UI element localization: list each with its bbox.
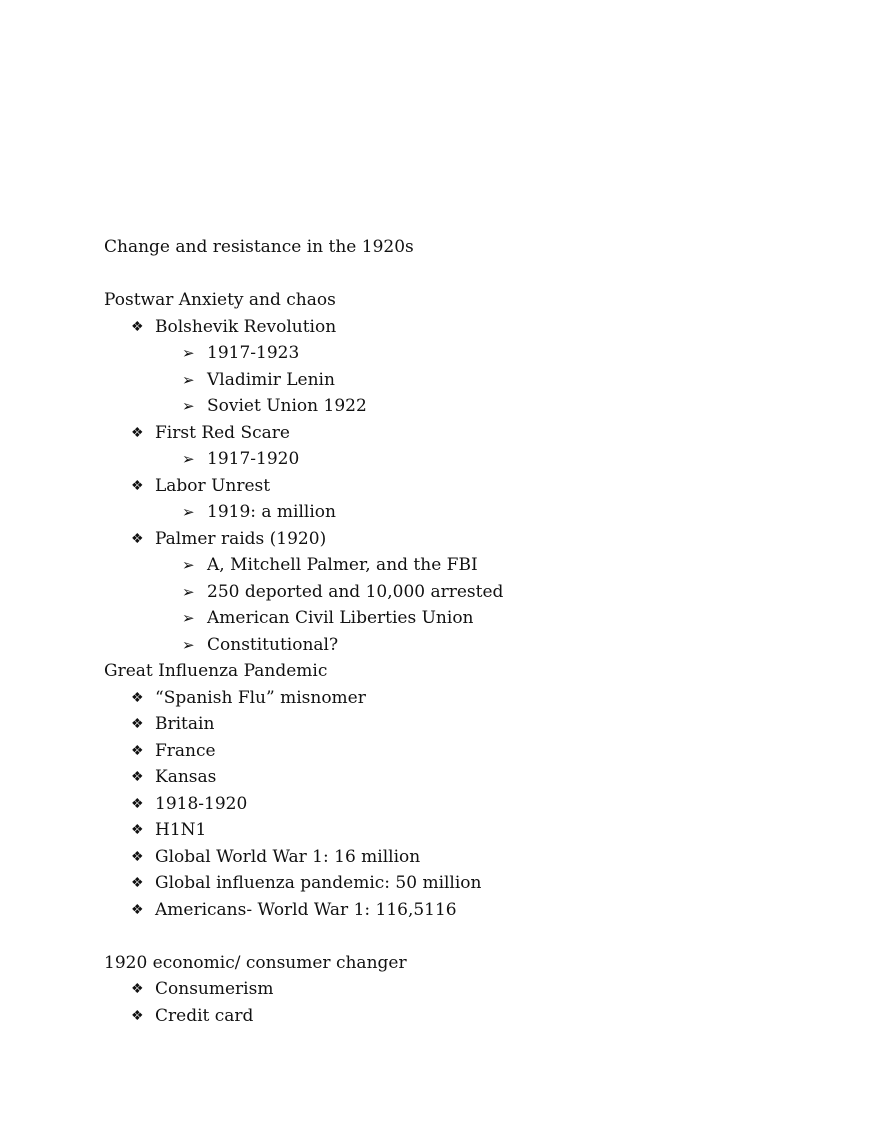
diamond-bullet-icon: ❖ xyxy=(131,424,144,441)
sub-list-item-text: 1919: a million xyxy=(207,502,336,522)
sub-list-item xyxy=(104,393,824,420)
diamond-bullet-icon: ❖ xyxy=(131,848,144,865)
list-item xyxy=(104,711,824,738)
sub-list-item-text: 250 deported and 10,000 arrested xyxy=(207,581,504,602)
list-item-text: Bolshevik Revolution xyxy=(155,316,337,337)
section-heading-economic: 1920 economic/ consumer changer xyxy=(104,952,407,973)
spacer xyxy=(104,923,824,950)
spacer xyxy=(104,261,824,288)
diamond-bullet-icon: ❖ xyxy=(131,875,144,891)
diamond-bullet-icon: ❖ xyxy=(131,477,144,494)
list-item xyxy=(104,976,824,1003)
list-item xyxy=(104,473,824,500)
list-item-text: Labor Unrest xyxy=(155,475,271,496)
list-item xyxy=(104,897,824,924)
arrow-bullet-icon: ➢ xyxy=(182,450,195,468)
diamond-bullet-icon: ❖ xyxy=(131,716,144,732)
list-item xyxy=(104,420,824,447)
list-item-text: Global World War 1: 16 million xyxy=(155,846,421,867)
list-item xyxy=(104,791,824,818)
list-item-text: 1918-1920 xyxy=(155,793,248,814)
list-item xyxy=(104,526,824,553)
sub-list-item-text: Vladimir Lenin xyxy=(207,369,335,390)
arrow-bullet-icon: ➢ xyxy=(182,556,195,574)
sub-list-item-text: A, Mitchell Palmer, and the FBI xyxy=(207,555,478,575)
list-item xyxy=(104,870,824,897)
list-item xyxy=(104,738,824,765)
sub-list-item-text: 1917-1920 xyxy=(207,449,300,469)
arrow-bullet-icon: ➢ xyxy=(182,635,195,654)
list-item-text: France xyxy=(155,740,216,761)
sub-list-item-text: Soviet Union 1922 xyxy=(207,396,367,416)
sub-list-item xyxy=(104,499,824,526)
section-heading-postwar: Postwar Anxiety and chaos xyxy=(104,290,336,310)
diamond-bullet-icon: ❖ xyxy=(131,769,144,785)
diamond-bullet-icon: ❖ xyxy=(131,318,144,335)
list-item-text: Palmer raids (1920) xyxy=(155,528,327,549)
list-item-text: First Red Scare xyxy=(155,422,290,443)
diamond-bullet-icon: ❖ xyxy=(131,742,144,759)
diamond-bullet-icon: ❖ xyxy=(131,530,144,547)
sub-list-item xyxy=(104,446,824,473)
list-item-text: “Spanish Flu” misnomer xyxy=(155,687,366,708)
arrow-bullet-icon: ➢ xyxy=(182,582,195,601)
document-title: Change and resistance in the 1920s xyxy=(104,237,414,257)
sub-list-item-text: American Civil Liberties Union xyxy=(207,608,474,628)
list-item-text: Kansas xyxy=(155,767,217,787)
list-item xyxy=(104,844,824,871)
list-item-text: Credit card xyxy=(155,1005,254,1026)
sub-list-item xyxy=(104,632,824,659)
sub-list-item xyxy=(104,552,824,579)
sub-list-item xyxy=(104,340,824,367)
arrow-bullet-icon: ➢ xyxy=(182,609,195,627)
diamond-bullet-icon: ❖ xyxy=(131,981,144,997)
arrow-bullet-icon: ➢ xyxy=(182,370,195,389)
sub-list-item-text: Constitutional? xyxy=(207,634,339,655)
list-item-text: Consumerism xyxy=(155,979,274,999)
diamond-bullet-icon: ❖ xyxy=(131,795,144,812)
arrow-bullet-icon: ➢ xyxy=(182,397,195,415)
list-item-text: Britain xyxy=(155,714,215,734)
arrow-bullet-icon: ➢ xyxy=(182,503,195,521)
diamond-bullet-icon: ❖ xyxy=(131,822,144,838)
list-item xyxy=(104,685,824,712)
sub-list-item xyxy=(104,579,824,606)
list-item-text: Americans- World War 1: 116,5116 xyxy=(155,899,457,920)
sub-list-item xyxy=(104,605,824,632)
list-item-text: H1N1 xyxy=(155,820,207,840)
list-item-text: Global influenza pandemic: 50 million xyxy=(155,873,482,893)
list-item xyxy=(104,314,824,341)
section-heading-influenza: Great Influenza Pandemic xyxy=(104,661,328,681)
list-item xyxy=(104,817,824,844)
diamond-bullet-icon: ❖ xyxy=(131,901,144,918)
sub-list-item-text: 1917-1923 xyxy=(207,343,300,363)
list-item xyxy=(104,1003,824,1030)
diamond-bullet-icon: ❖ xyxy=(131,689,144,706)
arrow-bullet-icon: ➢ xyxy=(182,344,195,362)
sub-list-item xyxy=(104,367,824,394)
diamond-bullet-icon: ❖ xyxy=(131,1007,144,1024)
document-page xyxy=(104,234,824,1029)
list-item xyxy=(104,764,824,791)
